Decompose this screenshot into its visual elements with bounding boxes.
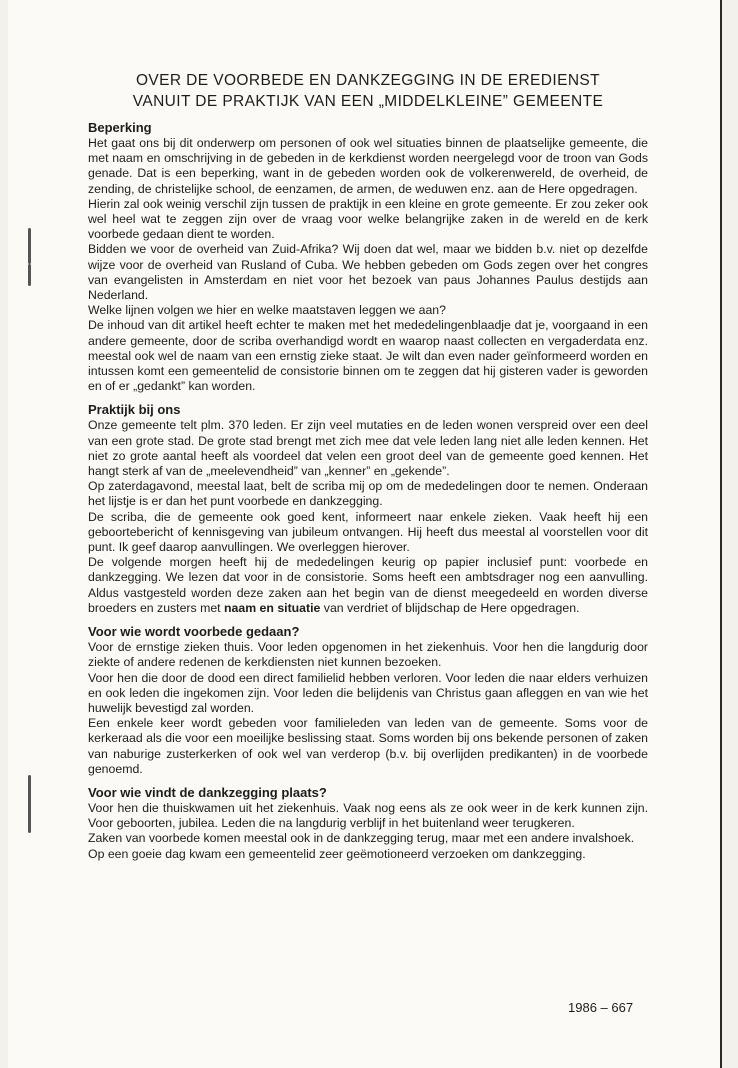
paragraph: Bidden we voor de overheid van Zuid-Afrika? Wij doen dat wel, maar we bidden b.v. niet op dezelfde wijze voor de overheid van Rusland of Cuba. We hebben gebeden om Gods zegen over het congres van evangelisten in Amsterdam en niet voor het bezoek van paus Johannes Paulus destijds aan Nederland. <box>88 242 648 303</box>
section-heading: Praktijk bij ons <box>88 402 181 418</box>
paragraph: Een enkele keer wordt gebeden voor familieleden van leden van de gemeente. Soms voor de kerkeraad als die voor een moeilijke beslissing staat. Soms worden bij ons bekende personen of zaken van naburige zusterkerken of ook wel van verderop (b.v. bij overlijden predikanten) in de voorbede genoemd. <box>88 716 648 776</box>
paragraph: Voor hen die thuiskwamen uit het ziekenhuis. Vaak nog eens als ze ook weer in de kerk kunnen zijn. Voor geboorten, jubilea. Leden die na langdurig verblijf in het buitenland weer terugkeren. <box>88 800 648 831</box>
binding-mark <box>28 264 31 286</box>
article-title <box>88 70 648 112</box>
paragraph: De scriba, die de gemeente ook goed kent, informeert naar enkele zieken. Vaak heeft hij een geboortebericht of kennisgeving van jubileum ontvangen. Hij heeft dus meestal al voorstellen voor dit punt. Ik geef daarop aanvullingen. We overleggen hierover. <box>88 509 648 555</box>
title-line-1: OVER DE VOORBEDE EN DANKZEGGING IN DE EREDIENST <box>135 72 601 89</box>
paragraph: Hierin zal ook weinig verschil zijn tussen de praktijk in een kleine en grote gemeente. Er zou zeker ook wel heel wat te zeggen zijn over de vraag voor welke belangrijke zaken in de wereld en de kerk voorbede gedaan dient te worden. <box>88 196 648 242</box>
paragraph: De volgende morgen heeft hij de mededelingen keurig op papier inclusief punt: voorbede en dankzegging. We lezen dat voor in de consistorie. Soms heeft een ambtsdrager nog een aanvulling. Aldus vastgesteld worden deze zaken aan het begin van de dienst meegedeeld en worden diverse broeders en zusters met naam en situatie van verdriet of blijdschap de Here opgedragen. <box>88 555 648 615</box>
page-number: 1986 – 667 <box>568 1000 634 1015</box>
section-heading: Voor wie wordt voorbede gedaan? <box>88 624 300 640</box>
paragraph: Op een goeie dag kwam een gemeentelid zeer geëmotioneerd verzoeken om dankzegging. <box>88 846 586 861</box>
paragraph: Het gaat ons bij dit onderwerp om personen of ook wel situaties binnen de plaatselijke gemeente, die met naam en omschrijving in de gebeden in de kerkdienst worden neergelegd voor de troon van Gods genade. Dat is een beperking, want in de gebeden worden ook de volkerenwereld, de overheid, de zending, de christelijke school, de eenzamen, de armen, de weduwen enz. aan de Here opgedragen. <box>88 136 648 196</box>
emphasis-text: naam en situatie <box>224 600 321 615</box>
paragraph: Onze gemeente telt plm. 370 leden. Er zijn veel mutaties en de leden wonen verspreid over een deel van een grote stad. De grote stad brengt met zich mee dat vele leden lang niet alle leden kennen. Het niet zo grote aantal heeft als voordeel dat velen een groot deel van de gemeente goed kennen. Het hangt sterk af van de „meelevendheid” van „kenner” en „gekende”. <box>88 418 648 479</box>
binding-mark <box>28 775 31 833</box>
paragraph: Zaken van voorbede komen meestal ook in de dankzegging terug, maar met een andere invalshoek. <box>88 831 635 846</box>
paragraph: De inhoud van dit artikel heeft echter te maken met het mededelingenblaadje dat je, voorgaand in een andere gemeente, door de scriba overhandigd wordt en waarop naast collecten en vergaderdata enz. meestal ook wel de naam van een ernstig zieke staat. Je wilt dan even nader geïnformeerd worden en intussen komt een gemeentelid de consistorie binnen om te zeggen dat hij gisteren vader is geworden en of er „gedankt” kan worden. <box>88 318 648 394</box>
paragraph: Voor de ernstige zieken thuis. Voor leden opgenomen in het ziekenhuis. Voor hen die langdurig door ziekte of andere redenen de kerkdiensten niet kunnen bezoeken. <box>88 640 648 670</box>
paragraph: Voor hen die door de dood een direct familielid hebben verloren. Voor leden die naar elders verhuizen en ook leden die ingekomen zijn. Voor leden die belijdenis van Christus gaan afleggen en van wie het huwelijk bevestigd zal worden. <box>88 670 648 715</box>
paragraph: Welke lijnen volgen we hier en welke maatstaven leggen we aan? <box>88 303 446 318</box>
binding-mark <box>28 228 31 264</box>
paragraph: Op zaterdagavond, meestal laat, belt de scriba mij op om de mededelingen door te nemen. Onderaan het lijstje is er dan het punt voorbede en dankzegging. <box>88 479 648 509</box>
title-line-2: VANUIT DE PRAKTIJK VAN EEN „MIDDELKLEINE” GEMEENTE <box>132 93 604 110</box>
document-page <box>8 0 722 1068</box>
section-heading: Voor wie vindt de dankzegging plaats? <box>88 784 327 800</box>
article <box>88 70 648 862</box>
section-heading: Beperking <box>88 120 152 135</box>
